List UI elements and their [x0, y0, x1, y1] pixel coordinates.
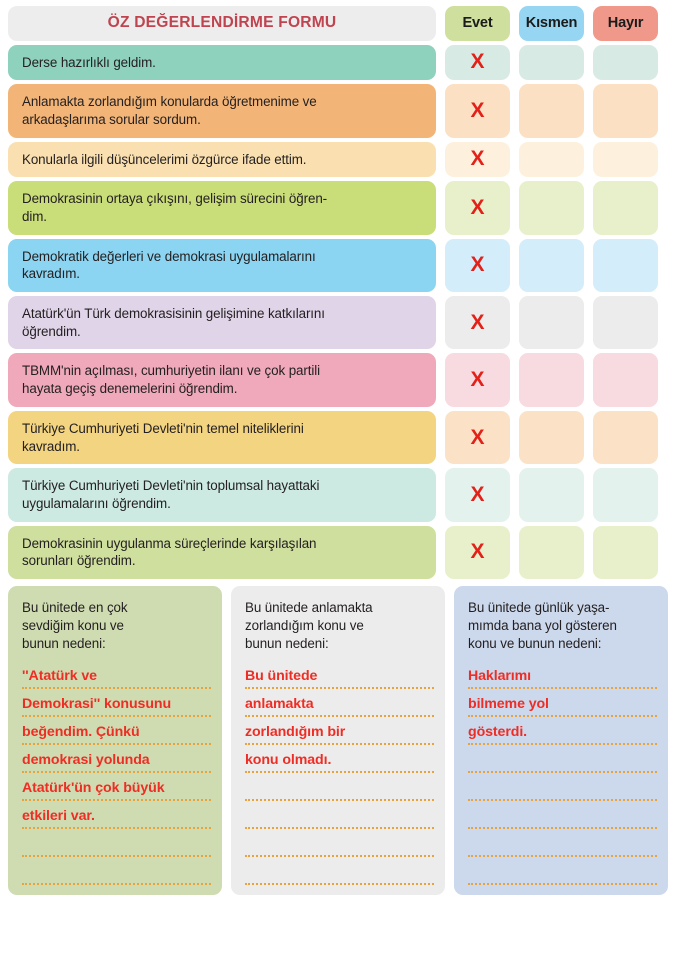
statement-line: Anlamakta zorlandığım konularda öğretmenime ve	[22, 94, 317, 110]
answer-cell-kısmen[interactable]	[519, 239, 584, 292]
answer-cell-kısmen[interactable]	[519, 181, 584, 234]
reflection-panel	[8, 586, 222, 895]
answer-cell-evet-marked[interactable]: X	[445, 84, 510, 137]
statement-line: Türkiye Cumhuriyeti Devleti'nin temel niteliklerini	[22, 420, 304, 436]
answer-cell-hayır[interactable]	[593, 468, 658, 521]
statement-line: uygulamalarını öğrendim.	[22, 495, 171, 511]
reflection-prompt-line: Bu ünitede en çok	[22, 599, 128, 615]
reflection-answer-field[interactable]	[22, 661, 211, 885]
reflection-panel	[231, 586, 445, 895]
table-row	[8, 296, 668, 349]
table-row	[8, 181, 668, 234]
statement-line: dim.	[22, 209, 47, 225]
statement-line: Derse hazırlıklı geldim.	[22, 54, 156, 70]
statement-line: Demokrasinin uygulanma süreçlerinde karşılaşılan	[22, 535, 317, 551]
writing-line[interactable]	[22, 745, 211, 773]
statement-text	[22, 477, 319, 512]
handwritten-answer-line: Atatürk'ün çok büyük	[22, 780, 165, 797]
answer-cell-evet-marked[interactable]: X	[445, 526, 510, 579]
writing-line[interactable]	[245, 857, 434, 885]
answer-cell-hayır[interactable]	[593, 411, 658, 464]
table-row	[8, 468, 668, 521]
answer-cell-kısmen[interactable]	[519, 353, 584, 406]
reflection-prompt-line: Bu ünitede anlamakta	[245, 599, 373, 615]
statement-cell	[8, 181, 436, 234]
answer-cell-hayır[interactable]	[593, 296, 658, 349]
statement-line: Atatürk'ün Türk demokrasisinin gelişimine katkılarını	[22, 306, 325, 322]
answer-cell-kısmen[interactable]	[519, 411, 584, 464]
handwritten-answer-line: Bu ünitede	[245, 668, 318, 685]
handwritten-answer-line: beğendim. Çünkü	[22, 724, 140, 741]
reflection-prompt-line: konu ve bunun nedeni:	[468, 635, 602, 651]
handwritten-answer-line: konu olmadı.	[245, 752, 332, 769]
reflection-prompt-line: bunun nedeni:	[245, 635, 329, 651]
handwritten-answer-line: Demokrasi'' konusunu	[22, 696, 172, 713]
answer-cell-evet-marked[interactable]: X	[445, 239, 510, 292]
form-title-cell	[8, 6, 436, 41]
writing-line[interactable]	[22, 689, 211, 717]
reflection-answer-field[interactable]	[245, 661, 434, 885]
statement-text	[22, 93, 317, 128]
reflection-prompt	[22, 599, 211, 652]
answer-cell-kısmen[interactable]	[519, 142, 584, 178]
answer-cell-hayır[interactable]	[593, 84, 658, 137]
statement-line: Demokratik değerleri ve demokrasi uygulamalarını	[22, 248, 316, 264]
statement-cell	[8, 45, 436, 81]
handwritten-answer-line: anlamakta	[245, 696, 314, 713]
statement-text	[22, 54, 156, 72]
statement-line: sorunları öğrendim.	[22, 553, 136, 569]
statement-cell	[8, 84, 436, 137]
answer-cell-kısmen[interactable]	[519, 526, 584, 579]
page-title: ÖZ DEĞERLENDİRME FORMU	[107, 14, 337, 31]
answer-cell-evet-marked[interactable]: X	[445, 411, 510, 464]
reflection-answer-field[interactable]	[468, 661, 657, 885]
writing-line[interactable]	[468, 689, 657, 717]
answer-cell-kısmen[interactable]	[519, 296, 584, 349]
statement-text	[22, 248, 316, 283]
statement-line: Konularla ilgili düşüncelerimi özgürce ifade ettim.	[22, 151, 307, 167]
statement-cell	[8, 353, 436, 406]
reflection-prompt	[468, 599, 657, 652]
reflection-prompt-line: sevdiğim konu ve	[22, 617, 124, 633]
writing-line[interactable]	[22, 829, 211, 857]
answer-cell-hayır[interactable]	[593, 239, 658, 292]
answer-cell-evet-marked[interactable]: X	[445, 468, 510, 521]
writing-line[interactable]	[468, 717, 657, 745]
writing-line[interactable]	[22, 661, 211, 689]
table-row	[8, 45, 668, 81]
reflection-prompt	[245, 599, 434, 652]
column-header-kismen: Kısmen	[519, 6, 584, 41]
statement-line: arkadaşlarıma sorular sordum.	[22, 111, 201, 127]
writing-line[interactable]	[245, 689, 434, 717]
reflection-prompt-line: bunun nedeni:	[22, 635, 106, 651]
answer-cell-hayır[interactable]	[593, 526, 658, 579]
writing-line[interactable]	[245, 745, 434, 773]
answer-cell-evet-marked[interactable]: X	[445, 296, 510, 349]
answer-cell-hayır[interactable]	[593, 181, 658, 234]
writing-line[interactable]	[468, 857, 657, 885]
statement-text	[22, 362, 320, 397]
writing-line[interactable]	[468, 829, 657, 857]
writing-line[interactable]	[245, 661, 434, 689]
statement-cell	[8, 239, 436, 292]
handwritten-answer-line: demokrasi yolunda	[22, 752, 150, 769]
statement-text	[22, 151, 306, 169]
statement-cell	[8, 526, 436, 579]
writing-line[interactable]	[245, 717, 434, 745]
handwritten-answer-line: gösterdi.	[468, 724, 528, 741]
statement-cell	[8, 142, 436, 178]
statement-text	[22, 305, 325, 340]
assessment-table	[8, 6, 668, 579]
handwritten-answer-line: ''Atatürk ve	[22, 668, 97, 685]
table-row	[8, 84, 668, 137]
table-row	[8, 526, 668, 579]
statement-cell	[8, 468, 436, 521]
table-body	[8, 45, 668, 579]
writing-line[interactable]	[22, 857, 211, 885]
statement-text	[22, 420, 304, 455]
reflection-panel	[454, 586, 668, 895]
table-row	[8, 142, 668, 178]
table-row	[8, 411, 668, 464]
writing-line[interactable]	[22, 801, 211, 829]
statement-cell	[8, 411, 436, 464]
answer-cell-evet-marked[interactable]: X	[445, 45, 510, 81]
writing-line[interactable]	[22, 717, 211, 745]
statement-line: öğrendim.	[22, 323, 81, 339]
statement-line: TBMM'nin açılması, cumhuriyetin ilanı ve çok partili	[22, 363, 320, 379]
writing-line[interactable]	[245, 829, 434, 857]
table-row	[8, 239, 668, 292]
writing-line[interactable]	[468, 661, 657, 689]
handwritten-answer-line: etkileri var.	[22, 808, 95, 825]
writing-line[interactable]	[468, 773, 657, 801]
statement-text	[22, 535, 316, 570]
statement-line: kavradım.	[22, 438, 80, 454]
answer-cell-evet-marked[interactable]: X	[445, 142, 510, 178]
reflection-prompt-line: Bu ünitede günlük yaşa-	[468, 599, 610, 615]
reflection-panels	[8, 586, 668, 895]
answer-cell-kısmen[interactable]	[519, 468, 584, 521]
statement-text	[22, 190, 327, 225]
answer-cell-hayır[interactable]	[593, 353, 658, 406]
answer-cell-evet-marked[interactable]: X	[445, 181, 510, 234]
column-header-evet: Evet	[445, 6, 510, 41]
handwritten-answer-line: bilmeme yol	[468, 696, 549, 713]
reflection-prompt-line: mımda bana yol gösteren	[468, 617, 617, 633]
answer-cell-hayır[interactable]	[593, 142, 658, 178]
table-header-row	[8, 6, 668, 41]
statement-line: Türkiye Cumhuriyeti Devleti'nin toplumsal hayattaki	[22, 478, 320, 494]
writing-line[interactable]	[245, 801, 434, 829]
statement-cell	[8, 296, 436, 349]
writing-line[interactable]	[468, 745, 657, 773]
writing-line[interactable]	[22, 773, 211, 801]
writing-line[interactable]	[245, 773, 434, 801]
handwritten-answer-line: zorlandığım bir	[245, 724, 346, 741]
statement-line: hayata geçiş denemelerini öğrendim.	[22, 381, 238, 397]
statement-line: kavradım.	[22, 266, 80, 282]
handwritten-answer-line: Haklarımı	[468, 668, 531, 685]
answer-cell-kısmen[interactable]	[519, 45, 584, 81]
table-row	[8, 353, 668, 406]
answer-cell-evet-marked[interactable]: X	[445, 353, 510, 406]
writing-line[interactable]	[468, 801, 657, 829]
statement-line: Demokrasinin ortaya çıkışını, gelişim sürecini öğren-	[22, 191, 328, 207]
column-header-hayir: Hayır	[593, 6, 658, 41]
answer-cell-kısmen[interactable]	[519, 84, 584, 137]
answer-cell-hayır[interactable]	[593, 45, 658, 81]
reflection-prompt-line: zorlandığım konu ve	[245, 617, 364, 633]
